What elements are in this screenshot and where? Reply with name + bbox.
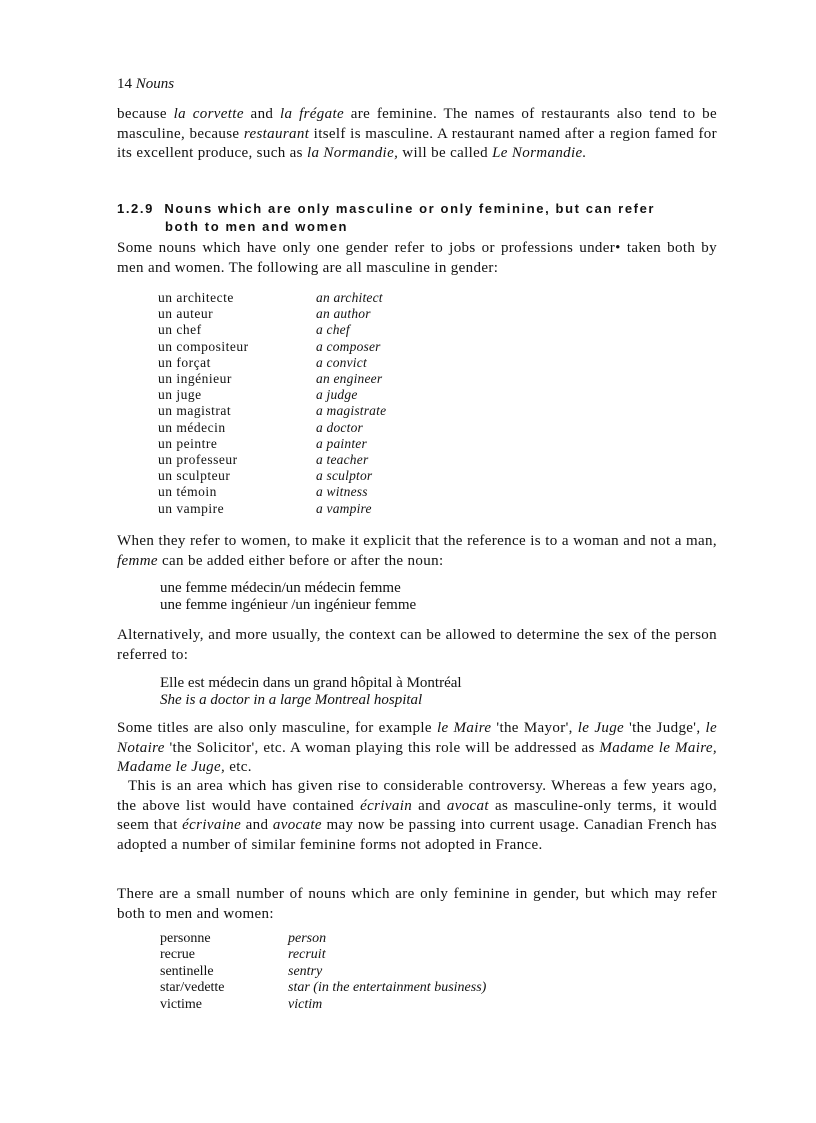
french-noun: un vampire bbox=[158, 500, 225, 516]
french-noun: un auteur bbox=[158, 306, 214, 322]
english-translation: sentry bbox=[288, 963, 323, 979]
term: le Notaire bbox=[117, 720, 718, 756]
section-heading bbox=[117, 200, 717, 236]
english-translation: a sculptor bbox=[316, 468, 373, 484]
french-noun: personne bbox=[160, 931, 211, 946]
french-noun: sentinelle bbox=[160, 963, 214, 979]
french-noun: un forçat bbox=[158, 354, 211, 370]
english-translation: a composer bbox=[316, 338, 381, 354]
english-translation: a chef bbox=[316, 322, 350, 338]
paragraph-controversy bbox=[117, 777, 717, 855]
paragraph-context: Alternatively, and more usually, the context can be allowed to determine the sex of the person referred to: bbox=[117, 627, 717, 663]
text: may now be passing into current usage. Canadian French has adopted a number of similar feminine forms not adopted in France. bbox=[117, 817, 717, 853]
list-item bbox=[160, 931, 486, 947]
text: 'the Judge', bbox=[624, 720, 706, 736]
paragraph-professions-intro: Some nouns which have only one gender refer to jobs or professions under• taken both by men and women. The following are all masculine in gender: bbox=[117, 240, 717, 276]
running-title: Nouns bbox=[135, 76, 175, 92]
example-medecin bbox=[160, 675, 462, 709]
list-item bbox=[158, 371, 386, 387]
text: Some titles are also only masculine, for example bbox=[117, 720, 437, 736]
text: can be added either before or after the noun: bbox=[157, 552, 444, 569]
term: le Juge bbox=[577, 720, 625, 736]
english-translation: person bbox=[288, 931, 327, 946]
paragraph-feminine-intro: There are a small number of nouns which are only feminine in gender, but which may refer both to men and women: bbox=[117, 886, 717, 922]
english-translation: victim bbox=[288, 996, 323, 1012]
term: avocate bbox=[272, 817, 322, 833]
french-noun: un peintre bbox=[158, 435, 218, 451]
list-item bbox=[158, 306, 386, 322]
text: as masculine-only terms, it would seem that bbox=[117, 797, 717, 833]
text: itself is masculine. A restaurant named after a region famed for its excellent produce, such as bbox=[117, 125, 717, 161]
english-translation: a vampire bbox=[316, 500, 372, 516]
term: la Normandie, bbox=[306, 145, 399, 161]
term: la frégate bbox=[280, 106, 345, 122]
text: and bbox=[412, 797, 447, 814]
french-noun: un chef bbox=[158, 322, 202, 338]
text: This is an area which has given rise to considerable controversy. Whereas a few years ago, the above list would have contained bbox=[117, 778, 717, 814]
example-french: Elle est médecin dans un grand hôpital à Montréal bbox=[160, 675, 462, 691]
list-item bbox=[158, 468, 386, 484]
example-english: She is a doctor in a large Montreal hospital bbox=[160, 692, 423, 708]
example-line: une femme ingénieur /un ingénieur femme bbox=[160, 597, 417, 613]
french-noun: victime bbox=[160, 996, 202, 1012]
term: écrivain bbox=[360, 797, 413, 814]
text: are feminine. The names of restaurants also tend to be masculine, because bbox=[117, 106, 717, 142]
english-translation: recruit bbox=[288, 947, 326, 963]
english-translation: star (in the entertainment business) bbox=[288, 980, 487, 996]
french-noun: un sculpteur bbox=[158, 468, 231, 484]
english-translation: an engineer bbox=[316, 371, 383, 387]
section-title-line1: Nouns which are only masculine or only feminine, but can refer bbox=[164, 201, 656, 216]
french-noun: un ingénieur bbox=[158, 371, 232, 387]
term: restaurant bbox=[243, 125, 310, 142]
term: Le Normandie. bbox=[492, 145, 587, 161]
term: avocat bbox=[446, 797, 489, 814]
list-item bbox=[158, 387, 386, 403]
list-item bbox=[160, 947, 486, 963]
paragraph-restaurants bbox=[117, 105, 717, 164]
text: 'the Solicitor', etc. A woman playing this role will be addressed as bbox=[164, 739, 600, 756]
english-translation: a teacher bbox=[316, 452, 369, 468]
english-translation: a judge bbox=[316, 387, 358, 403]
french-noun: un compositeur bbox=[158, 338, 249, 354]
text: and bbox=[241, 817, 273, 833]
french-noun: un juge bbox=[158, 387, 202, 403]
english-translation: a magistrate bbox=[316, 403, 387, 419]
french-noun: un témoin bbox=[158, 484, 217, 500]
text: When they refer to women, to make it explicit that the reference is to a woman and not a man, bbox=[117, 533, 717, 549]
example-femme bbox=[160, 580, 416, 614]
term: la corvette bbox=[173, 106, 244, 122]
page-number: 14 bbox=[117, 76, 132, 92]
english-translation: an author bbox=[316, 306, 371, 322]
text: will be called bbox=[398, 145, 493, 161]
english-translation: a convict bbox=[316, 354, 367, 370]
list-item bbox=[158, 501, 386, 517]
list-item bbox=[158, 355, 386, 371]
list-item bbox=[160, 964, 486, 980]
english-translation: a witness bbox=[316, 484, 368, 500]
list-item bbox=[160, 980, 486, 996]
list-item bbox=[158, 322, 386, 338]
english-translation: an architect bbox=[316, 290, 383, 305]
english-translation: a doctor bbox=[316, 419, 363, 435]
term: le Maire bbox=[436, 720, 492, 736]
list-item bbox=[158, 436, 386, 452]
list-item bbox=[158, 290, 386, 306]
list-item bbox=[158, 339, 386, 355]
list-item bbox=[158, 420, 386, 436]
example-line: une femme médecin/un médecin femme bbox=[160, 580, 401, 596]
list-item bbox=[158, 484, 386, 500]
paragraph-femme bbox=[117, 532, 717, 571]
masculine-noun-list bbox=[158, 290, 386, 517]
term: femme bbox=[117, 552, 158, 569]
list-item bbox=[158, 403, 386, 419]
french-noun: un professeur bbox=[158, 452, 238, 468]
french-noun: un médecin bbox=[158, 419, 226, 435]
feminine-noun-list bbox=[160, 931, 486, 1013]
french-noun: star/vedette bbox=[160, 980, 225, 996]
french-noun: recrue bbox=[160, 947, 195, 963]
paragraph-titles bbox=[117, 719, 717, 778]
text: because bbox=[117, 106, 174, 122]
text: etc. bbox=[225, 759, 252, 775]
text: and bbox=[243, 106, 280, 122]
running-header bbox=[117, 76, 174, 93]
french-noun: un magistrat bbox=[158, 403, 232, 419]
section-number: 1.2.9 bbox=[117, 201, 154, 216]
text: 'the Mayor', bbox=[491, 720, 578, 736]
french-noun: un architecte bbox=[158, 290, 234, 305]
section-title-line2: both to men and women bbox=[165, 219, 349, 234]
list-item bbox=[160, 997, 486, 1013]
list-item bbox=[158, 452, 386, 468]
term: écrivaine bbox=[182, 817, 242, 833]
term: Madame le Maire, Madame le Juge, bbox=[117, 739, 717, 775]
english-translation: a painter bbox=[316, 435, 367, 451]
